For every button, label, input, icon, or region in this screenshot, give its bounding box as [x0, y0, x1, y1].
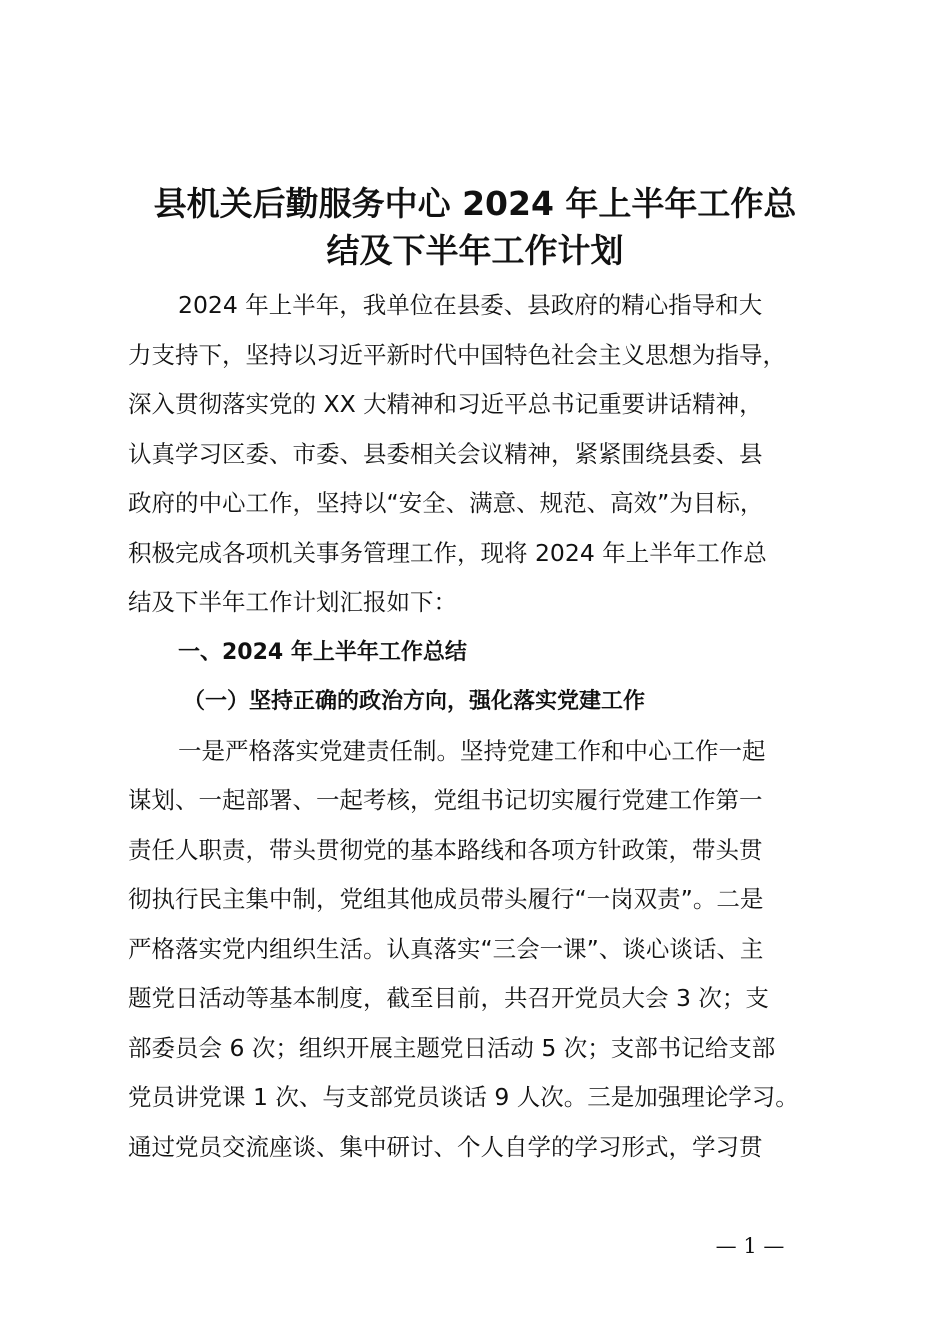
- document-body: [128, 281, 868, 1172]
- paragraph-line: 2024 年上半年，我单位在县委、县政府的精心指导和大: [178, 291, 763, 319]
- section-heading: 一、2024 年上半年工作总结: [178, 639, 467, 665]
- paragraph-line: 彻执行民主集中制，党组其他成员带头履行“一岗双责”。二是: [128, 885, 764, 913]
- paragraph-line: 政府的中心工作，坚持以“安全、满意、规范、高效”为目标，: [128, 489, 764, 517]
- page-number: — 1 —: [715, 1234, 785, 1258]
- paragraph-line: 部委员会 6 次；组织开展主题党日活动 5 次；支部书记给支部: [128, 1033, 776, 1062]
- paragraph-line: 党员讲党课 1 次、与支部党员谈话 9 人次。三是加强理论学习。: [128, 1083, 799, 1111]
- paragraph-line: 一是严格落实党建责任制。坚持党建工作和中心工作一起: [178, 736, 766, 765]
- paragraph-line: 责任人职责，带头贯彻党的基本路线和各项方针政策，带头贯: [128, 835, 763, 864]
- paragraph-line: 严格落实党内组织生活。认真落实“三会一课”、谈心谈话、主: [128, 934, 764, 963]
- paragraph-line: 题党日活动等基本制度，截至目前，共召开党员大会 3 次；支: [128, 984, 769, 1012]
- title-line: 结及下半年工作计划: [326, 231, 624, 270]
- paragraph-line: 谋划、一起部署、一起考核，党组书记切实履行党建工作第一: [128, 786, 763, 814]
- document-title: [100, 180, 850, 274]
- title-line: 县机关后勤服务中心 2024 年上半年工作总: [153, 184, 797, 223]
- paragraph-line: 积极完成各项机关事务管理工作，现将 2024 年上半年工作总: [128, 538, 767, 567]
- subsection-heading: （一）坚持正确的政治方向，强化落实党建工作: [183, 689, 646, 714]
- paragraph-line: 通过党员交流座谈、集中研讨、个人自学的学习形式，学习贯: [128, 1132, 763, 1161]
- paragraph-line: 深入贯彻落实党的 XX 大精神和习近平总书记重要讲话精神，: [128, 390, 763, 418]
- paragraph-line: 认真学习区委、市委、县委相关会议精神，紧紧围绕县委、县: [128, 439, 763, 468]
- paragraph-line: 力支持下，坚持以习近平新时代中国特色社会主义思想为指导，: [128, 340, 786, 369]
- paragraph-line: 结及下半年工作计划汇报如下：: [128, 588, 457, 616]
